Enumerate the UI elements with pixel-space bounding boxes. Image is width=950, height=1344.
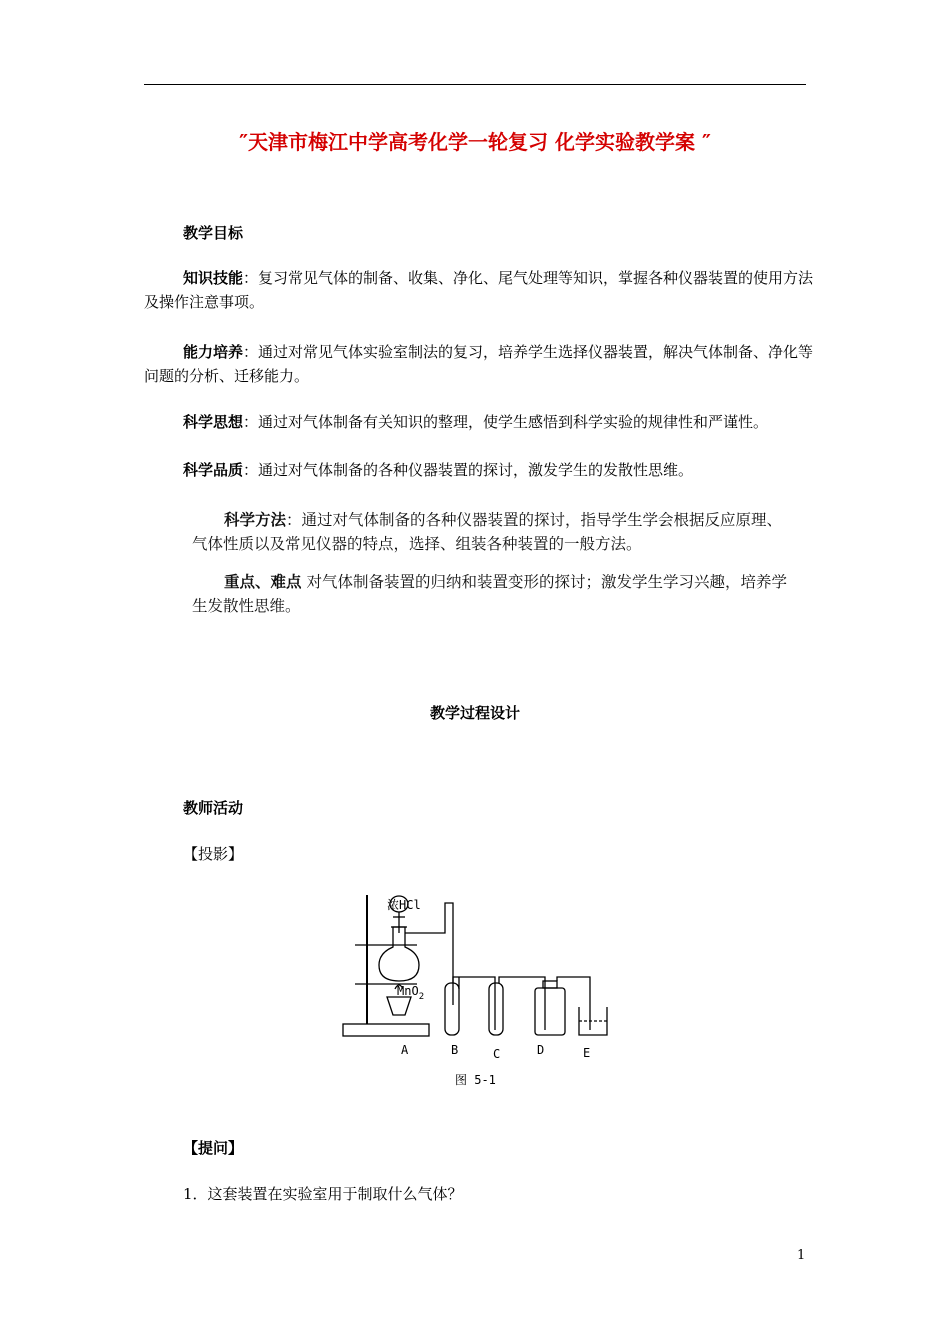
header-rule xyxy=(144,84,806,85)
stand-base xyxy=(343,1024,429,1036)
goal-text: ：通过对常见气体实验室制法的复习，培养学生选择仪器装置，解决气体制备、净化等问题的分析、迁移能力。 xyxy=(144,343,814,385)
projection-tag: 【投影】 xyxy=(183,845,244,863)
question-1: 1．这套装置在实验室用于制取什么气体？ xyxy=(183,1185,463,1203)
goal-text: ：通过对气体制备的各种仪器装置的探讨，激发学生的发散性思维。 xyxy=(243,461,694,479)
goal-text: ：通过对气体制备有关知识的整理，使学生感悟到科学实验的规律性和严谨性。 xyxy=(243,413,769,431)
label-a: A xyxy=(401,1043,409,1057)
label-e: E xyxy=(583,1046,591,1060)
goal-label: 科学品质 xyxy=(183,461,244,479)
goals-heading: 教学目标 xyxy=(183,224,244,242)
teacher-activity-heading: 教师活动 xyxy=(183,799,244,817)
wash-bottle-b xyxy=(445,983,459,1035)
scanned-text: 对气体制备装置的归纳和装置变形的探讨；激发学生学习兴趣，培养学生发散性思维。 xyxy=(192,573,787,615)
goal-label: 能力培养 xyxy=(183,343,244,361)
goal-knowledge xyxy=(144,266,824,314)
wash-bottle-c xyxy=(489,983,503,1035)
document-title: ″天津市梅江中学高考化学一轮复习 化学实验教学案 ″ xyxy=(239,130,711,154)
absorption-beaker-e xyxy=(579,1007,607,1035)
burner xyxy=(387,997,411,1015)
goal-ability xyxy=(144,340,824,388)
question-tag: 【提问】 xyxy=(183,1139,244,1157)
scanned-method xyxy=(192,508,792,556)
apparatus-figure xyxy=(335,885,635,1095)
label-c: C xyxy=(493,1047,501,1061)
scanned-label: 科学方法 xyxy=(224,511,287,529)
goal-label: 科学思想 xyxy=(183,413,244,431)
round-flask xyxy=(379,927,419,981)
label-conc-hcl: 浓HCl xyxy=(387,898,421,912)
scanned-label: 重点、难点 xyxy=(224,573,302,591)
page-number: 1 xyxy=(797,1248,806,1263)
label-d: D xyxy=(537,1043,545,1057)
goal-text: ：复习常见气体的制备、收集、净化、尾气处理等知识，掌握各种仪器装置的使用方法及操作注意事项。 xyxy=(144,269,814,311)
mno2-text: MnO xyxy=(397,984,419,998)
mno2-subscript: 2 xyxy=(418,992,425,1002)
scanned-focus xyxy=(192,570,792,618)
figure-caption: 图 5-1 xyxy=(455,1073,496,1087)
goal-quality xyxy=(144,458,824,482)
process-title: 教学过程设计 xyxy=(429,704,520,722)
label-b: B xyxy=(451,1043,459,1057)
goal-thought xyxy=(144,410,824,434)
collecting-bottle-d xyxy=(535,988,565,1035)
goal-label: 知识技能 xyxy=(183,269,244,287)
scanned-text: ：通过对气体制备的各种仪器装置的探讨，指导学生学会根据反应原理、气体性质以及常见仪器的特点，选择、组装各种装置的一般方法。 xyxy=(192,511,783,553)
